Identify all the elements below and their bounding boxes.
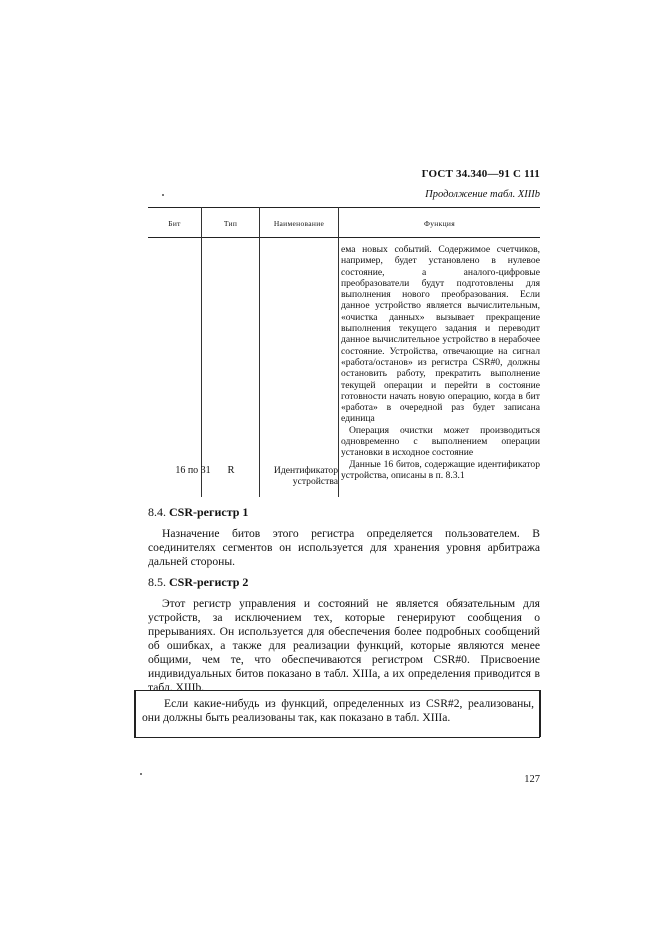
column-divider <box>201 207 202 497</box>
table-continuation-label: Продолжение табл. XIIIb <box>425 189 540 200</box>
section-number: 8.4. <box>148 505 166 519</box>
cell-type: R <box>227 465 235 476</box>
note-box-right-border <box>539 690 541 737</box>
column-divider <box>338 207 339 497</box>
note-text: Если какие-нибудь из функций, определенных из CSR#2, реализованы, они должны быть реализованы так, как показано в табл. XIIIa. <box>142 697 534 724</box>
function-cell <box>341 244 540 481</box>
page-number: 127 <box>524 774 540 785</box>
section-heading <box>148 575 248 590</box>
note-box-left-border <box>134 690 136 737</box>
section-title: CSR-регистр 2 <box>169 575 249 589</box>
function-continued-text: ема новых событий. Содержимое счетчиков, например, будет установлено в нулевое состояние, а аналого-цифровые преобразователи будут подготовлены для выполнения нового преобразования. Если данное устройство является вычислительным, «очистка данных» вызывает прекращение выполнения текущего задания и переводит данное вычислительное устройство в нерабочее состояние. Устройства, отвечающие на сигнал «работа/останов» из регистра CSR#0, должны остановить работу, прекратить выполнение текущей операции и перейти в состояние готовности начать новую операцию, когда в бит «работа» в очередной раз будет записана единица <box>341 244 540 425</box>
column-header-name: Наименование <box>273 219 325 228</box>
scan-speck <box>162 194 164 196</box>
column-header-type: Тип <box>223 219 238 228</box>
table-top-rule <box>148 207 540 208</box>
paragraph: Назначение битов этого регистра определяется пользователем. В соединителях сегментов он используется для хранения уровня арбитража дальней стороны. <box>148 527 540 568</box>
column-header-function: Функция <box>424 219 455 228</box>
scan-speck <box>140 773 142 775</box>
column-header-bit: Бит <box>168 219 181 228</box>
section-title: CSR-регистр 1 <box>169 505 249 519</box>
function-row-text: Данные 16 битов, содержащие идентификатор устройства, описаны в п. 8.3.1 <box>341 458 540 481</box>
cell-bit: 16 по 31 <box>175 465 211 476</box>
section-heading <box>148 505 248 520</box>
standard-reference: ГОСТ 34.340—91 С 111 <box>421 168 540 180</box>
section-number: 8.5. <box>148 575 166 589</box>
function-continued-text: Операция очистки может производиться одновременно с выполнением операции установки в исходное состояние <box>341 424 540 459</box>
column-divider <box>259 207 260 497</box>
cell-name: Идентификатор устройства <box>273 465 338 487</box>
table-header-rule <box>148 237 540 238</box>
paragraph: Этот регистр управления и состояний не является обязательным для устройств, за исключением тех, которые генерируют сообщения о прерываниях. Он используется для обеспечения более подробных сообщений об ошибках, а также для реализации функций, которые являются менее общими, чем те, что обеспечиваются регистром CSR#0. Присвоение индивидуальных битов показано в табл. XIIIa, а их определения приводится в табл. XIIIb. <box>148 597 540 694</box>
